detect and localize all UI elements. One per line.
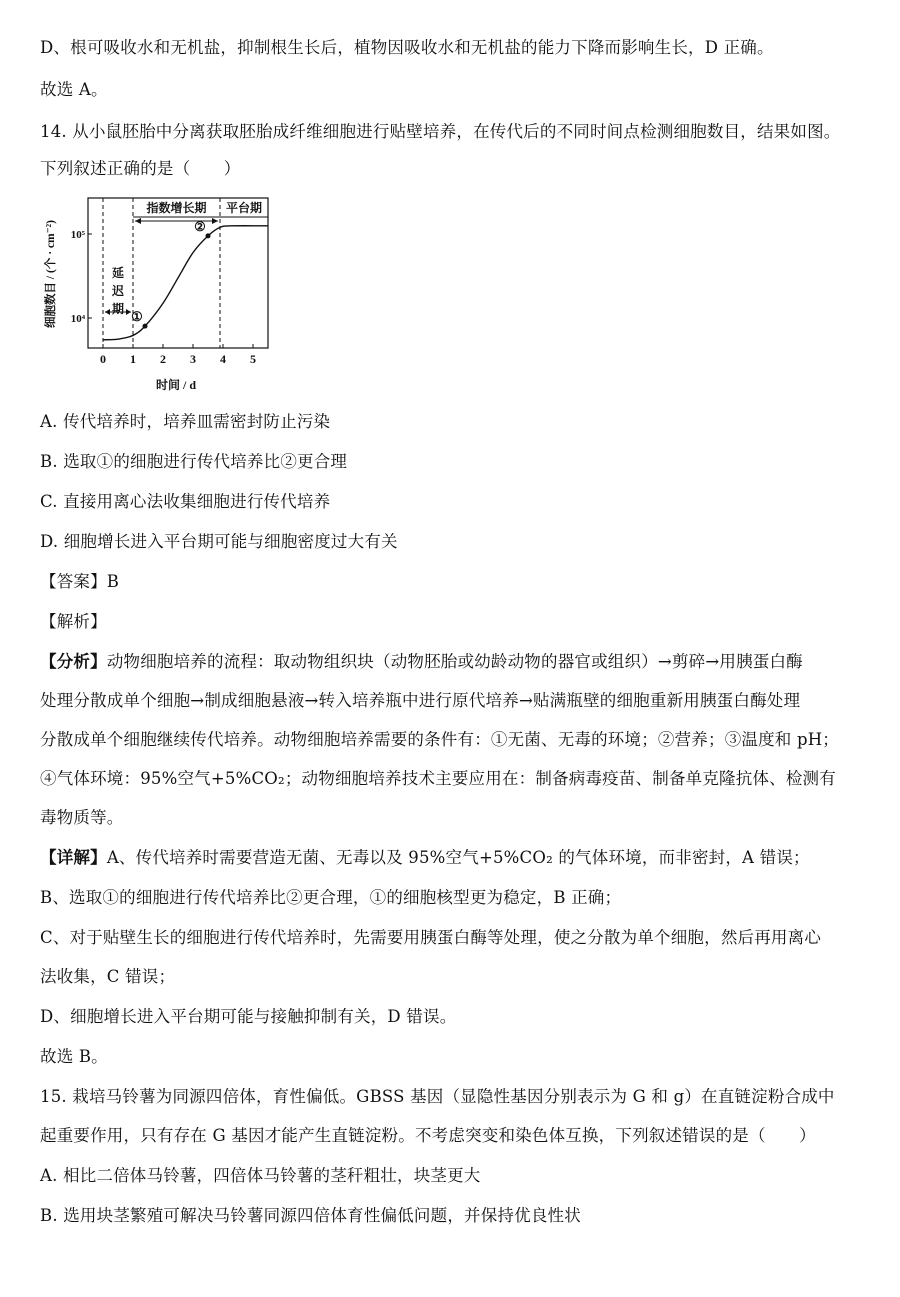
phase-label-lag-char: 延 xyxy=(111,266,125,280)
exp-arrow-head-right xyxy=(212,218,218,224)
line-text: 法收集，C 错误； xyxy=(40,967,176,986)
text-line xyxy=(40,846,870,870)
x-tick-label: 0 xyxy=(100,352,106,366)
line-text: C. 直接用离心法收集细胞进行传代培养 xyxy=(40,492,331,511)
line-text: 故选 A。 xyxy=(40,80,108,99)
x-axis-label: 时间 / d xyxy=(155,378,197,392)
line-text: 起重要作用，只有存在 G 基因才能产生直链淀粉。不考虑突变和染色体互换，下列叙述错误的是（ ） xyxy=(40,1126,816,1145)
line-text: 15. 栽培马铃薯为同源四倍体，育性偏低。GBSS 基因（显隐性基因分别表示为 G 和 g）在直链淀粉合成中 xyxy=(40,1087,835,1106)
line-text: B. 选取①的细胞进行传代培养比②更合理 xyxy=(40,452,348,471)
text-line xyxy=(40,120,870,144)
lag-arrow-head-left xyxy=(105,309,110,315)
x-tick-label: 4 xyxy=(220,352,226,366)
exp-arrow-head-left xyxy=(135,218,141,224)
text-line xyxy=(40,1005,870,1029)
text-line xyxy=(40,530,870,554)
line-text: 毒物质等。 xyxy=(40,808,124,827)
text-line xyxy=(40,1124,870,1148)
text-line xyxy=(40,410,870,434)
line-text: D. 细胞增长进入平台期可能与细胞密度过大有关 xyxy=(40,532,398,551)
text-line xyxy=(40,610,870,634)
line-text: 下列叙述正确的是（ ） xyxy=(40,159,241,178)
text-line xyxy=(40,78,870,102)
line-text: B. 选用块茎繁殖可解决马铃薯同源四倍体育性偏低问题，并保持优良性状 xyxy=(40,1206,581,1225)
text-line xyxy=(40,450,870,474)
data-point xyxy=(143,324,148,329)
line-text: ④气体环境：95%空气+5%CO₂；动物细胞培养技术主要应用在：制备病毒疫苗、制备单克隆抗体、检测有 xyxy=(40,769,836,788)
text-line xyxy=(40,157,870,181)
text-line xyxy=(40,36,870,60)
text-line xyxy=(40,1085,870,1109)
phase-label-lag-char: 期 xyxy=(111,302,125,316)
line-text: C、对于贴壁生长的细胞进行传代培养时，先需要用胰蛋白酶等处理，使之分散为单个细胞，然后再用离心 xyxy=(40,928,822,947)
text-line xyxy=(40,570,870,594)
growth-curve xyxy=(103,226,268,340)
text-line xyxy=(40,806,870,830)
section-tag: 【分析】 xyxy=(40,652,107,671)
line-text: 故选 B。 xyxy=(40,1047,108,1066)
x-tick-label: 2 xyxy=(160,352,166,366)
line-text: D、根可吸收水和无机盐，抑制根生长后，植物因吸收水和无机盐的能力下降而影响生长，D 正确。 xyxy=(40,38,774,57)
y-tick-label: 10⁵ xyxy=(70,229,85,241)
text-line xyxy=(40,689,870,713)
x-tick-label: 1 xyxy=(130,352,136,366)
text-line xyxy=(40,1045,870,1069)
line-text: 处理分散成单个细胞→制成细胞悬液→转入培养瓶中进行原代培养→贴满瓶壁的细胞重新用胰蛋白酶处理 xyxy=(40,691,801,710)
phase-label-plateau: 平台期 xyxy=(225,201,263,215)
line-text: A. 传代培养时，培养皿需密封防止污染 xyxy=(40,412,331,431)
text-line xyxy=(40,1164,870,1188)
phase-label-lag-char: 迟 xyxy=(111,284,125,298)
text-line xyxy=(40,650,870,674)
line-text: 动物细胞培养的流程：取动物组织块（动物胚胎或幼龄动物的器官或组织）→剪碎→用胰蛋白酶 xyxy=(106,652,803,671)
text-line xyxy=(40,767,870,791)
phase-label-exponential: 指数增长期 xyxy=(146,201,207,215)
data-point-label: ② xyxy=(194,218,206,234)
line-text: D、细胞增长进入平台期可能与接触抑制有关，D 错误。 xyxy=(40,1007,457,1026)
line-text: A、传代培养时需要营造无菌、无毒以及 95%空气+5%CO₂ 的气体环境，而非密封，A 错误； xyxy=(106,848,810,867)
text-line xyxy=(40,1204,870,1228)
section-tag: 【详解】 xyxy=(40,848,107,867)
text-line xyxy=(40,965,870,989)
data-point xyxy=(206,233,211,238)
text-line xyxy=(40,490,870,514)
line-text: A. 相比二倍体马铃薯，四倍体马铃薯的茎秆粗壮，块茎更大 xyxy=(40,1166,481,1185)
line-text: 【解析】 xyxy=(40,612,107,631)
y-tick-label: 10⁴ xyxy=(70,313,85,325)
x-tick-label: 5 xyxy=(250,352,256,366)
line-text: 【答案】B xyxy=(40,572,120,591)
y-axis-label: 细胞数目 / (个 · cm⁻²) xyxy=(45,220,57,328)
x-tick-label: 3 xyxy=(190,352,196,366)
cell-growth-chart xyxy=(40,186,280,396)
line-text: B、选取①的细胞进行传代培养比②更合理，①的细胞核型更为稳定，B 正确； xyxy=(40,888,622,907)
line-text: 14. 从小鼠胚胎中分离获取胚胎成纤维细胞进行贴壁培养，在传代后的不同时间点检测细胞数目，结果如图。 xyxy=(40,122,841,141)
text-line xyxy=(40,728,870,752)
text-line xyxy=(40,926,870,950)
data-point-label: ① xyxy=(131,309,143,325)
line-text: 分散成单个细胞继续传代培养。动物细胞培养需要的条件有：①无菌、无毒的环境；②营养；③温度和 pH； xyxy=(40,730,839,749)
text-line xyxy=(40,886,870,910)
